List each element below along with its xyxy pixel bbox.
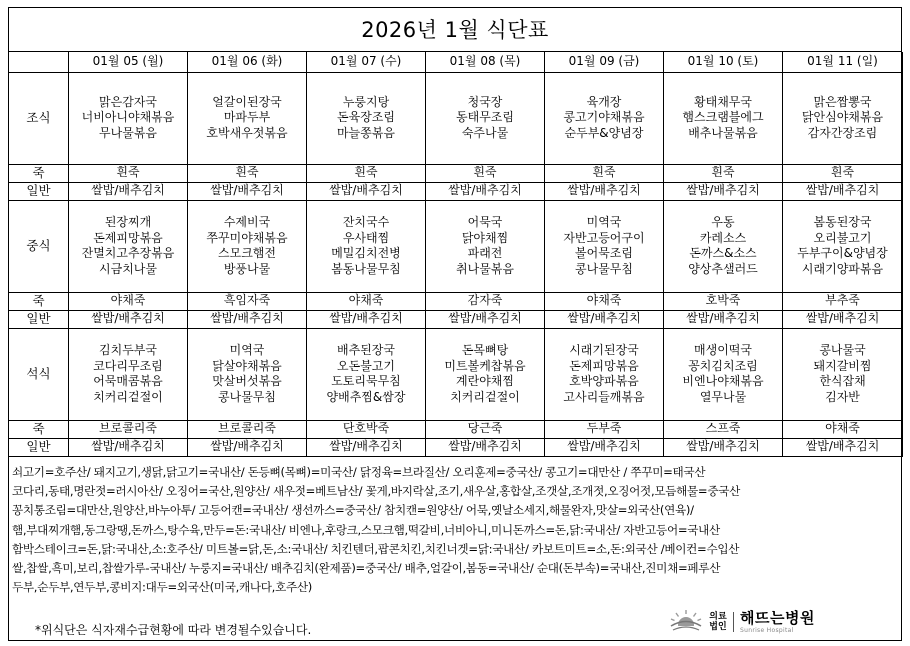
menu-item: 양배추찜&쌈장 [326, 389, 406, 404]
menu-cell [188, 438, 307, 456]
menu-item: 봄동된장국 [813, 215, 872, 229]
menu-cell [664, 182, 783, 200]
menu-item: 호박새우젓볶음 [206, 125, 288, 140]
menu-item: 쌀밥/배추김치 [567, 183, 641, 198]
meal-label: 석식 [9, 328, 69, 420]
menu-item: 쌀밥/배추김치 [805, 183, 880, 198]
menu-item: 닭안심야채볶음 [801, 110, 884, 125]
menu-cell [426, 182, 545, 200]
menu-item: 쌀밥/배추김치 [210, 183, 284, 198]
menu-item: 햄스크램블에그 [682, 110, 764, 125]
menu-item: 호박양파볶음 [569, 374, 639, 388]
date-header: 01월 07 (수) [307, 52, 426, 72]
menu-item: 돈육장조림 [337, 110, 395, 125]
menu-cell [307, 420, 426, 438]
menu-item: 코다리무조림 [93, 358, 163, 373]
menu-item: 숙주나물 [461, 125, 509, 140]
menu-item: 시래기양파볶음 [801, 261, 884, 276]
menu-cell [307, 310, 426, 328]
menu-item: 돈제피망볶음 [93, 230, 163, 245]
menu-item: 쌀밥/배추김치 [448, 311, 522, 326]
sunrise-logo-icon [669, 609, 703, 635]
menu-cell [545, 182, 664, 200]
menu-item: 치커리겉절이 [93, 389, 163, 404]
menu-item: 쌀밥/배추김치 [567, 311, 641, 326]
menu-item: 비엔나야채볶음 [682, 374, 764, 388]
date-header: 01월 09 (금) [545, 52, 664, 72]
hospital-name: 해뜨는병원 [740, 608, 815, 627]
meal-label: 조식 [9, 72, 69, 164]
menu-item: 청국장 [467, 94, 503, 109]
menu-item: 쌀밥/배추김치 [448, 183, 522, 198]
menu-item: 맑은감자국 [99, 94, 157, 109]
menu-item: 단호박죽 [342, 421, 390, 436]
menu-item: 시래기된장국 [569, 343, 639, 357]
menu-cell [545, 420, 664, 438]
menu-item: 콩고기야채볶음 [563, 110, 645, 125]
menu-cell [545, 438, 664, 456]
menu-cell [188, 310, 307, 328]
menu-item: 부추죽 [825, 293, 860, 308]
menu-item: 쌀밥/배추김치 [329, 183, 403, 198]
menu-item: 미트볼케찹볶음 [444, 358, 526, 373]
menu-item: 어묵국 [467, 215, 503, 229]
menu-item: 쌀밥/배추김치 [448, 439, 522, 454]
menu-item: 메밀김치전병 [331, 246, 401, 260]
meal-label: 일반 [9, 438, 69, 456]
menu-item: 콩나물무침 [218, 389, 276, 404]
menu-item: 콩나물무침 [575, 261, 633, 276]
meal-row [9, 72, 903, 164]
menu-cell [426, 420, 545, 438]
menu-cell [307, 182, 426, 200]
menu-item: 잔치국수 [342, 215, 390, 229]
side-row [9, 164, 903, 182]
menu-cell [69, 310, 188, 328]
menu-item: 카레소스 [699, 230, 747, 245]
menu-cell [69, 164, 188, 182]
date-header: 01월 11 (일) [783, 52, 903, 72]
hospital-logo [669, 607, 894, 637]
menu-item: 돈목뼈탕 [461, 343, 509, 357]
side-row [9, 292, 903, 310]
menu-cell [426, 292, 545, 310]
menu-item: 야채죽 [110, 293, 146, 308]
menu-item: 너비아니야채볶음 [81, 110, 175, 125]
menu-item: 두부죽 [586, 421, 622, 436]
meal-label: 죽 [9, 420, 69, 438]
menu-cell [69, 328, 188, 420]
menu-item: 야채죽 [348, 293, 384, 308]
menu-item: 쌀밥/배추김치 [686, 183, 760, 198]
menu-item: 콩나물국 [819, 343, 866, 357]
side-row [9, 182, 903, 200]
menu-item: 쌀밥/배추김치 [329, 439, 403, 454]
meal-label: 일반 [9, 182, 69, 200]
menu-item: 파래전 [467, 246, 503, 260]
menu-cell [545, 164, 664, 182]
menu-item: 봄동나물무침 [331, 261, 401, 276]
date-header-row [9, 52, 903, 72]
menu-item: 흰죽 [235, 165, 259, 180]
date-header: 01월 06 (화) [188, 52, 307, 72]
menu-cell [545, 292, 664, 310]
date-header: 01월 05 (월) [69, 52, 188, 72]
menu-cell [307, 164, 426, 182]
origin-line: 햄,부대찌개햄,동그랑땡,돈까스,탕수육,만두=돈:국내산/ 비엔나,후랑크,스모크햄,떡갈비,너비아니,미니돈까스=돈,닭:국내산/ 자반고등어=국내산 [12, 522, 720, 537]
menu-item: 고사리들깨볶음 [563, 389, 645, 404]
menu-cell [783, 292, 903, 310]
menu-cell [783, 200, 903, 292]
menu-item: 잔멸치고추장볶음 [81, 246, 175, 260]
menu-item: 황태채무국 [694, 94, 752, 109]
menu-item: 동태무조림 [456, 110, 514, 125]
menu-cell [783, 182, 903, 200]
menu-item: 방풍나물 [223, 261, 271, 276]
menu-item: 쌀밥/배추김치 [210, 439, 284, 454]
menu-item: 감자간장조림 [807, 125, 878, 140]
menu-cell [664, 328, 783, 420]
menu-item: 쌀밥/배추김치 [91, 439, 165, 454]
origin-line: 두부,순두부,연두부,콩비지:대두=외국산(미국,캐나다,호주산) [12, 580, 312, 595]
menu-item: 된장찌개 [104, 215, 152, 229]
menu-item: 미역국 [229, 343, 265, 357]
menu-cell [69, 200, 188, 292]
menu-cell [783, 72, 903, 164]
menu-cell [426, 200, 545, 292]
menu-cell [188, 328, 307, 420]
menu-cell [426, 72, 545, 164]
menu-cell [188, 72, 307, 164]
menu-item: 쌀밥/배추김치 [805, 439, 880, 454]
logo-corp-label: 의료법인 [709, 612, 727, 632]
menu-item: 쌀밥/배추김치 [91, 183, 165, 198]
meal-label: 중식 [9, 200, 69, 292]
menu-item: 취나물볶음 [456, 261, 514, 276]
menu-cell [69, 182, 188, 200]
menu-item: 스프죽 [705, 421, 741, 436]
menu-cell [783, 438, 903, 456]
menu-cell [783, 310, 903, 328]
menu-cell [188, 292, 307, 310]
menu-item: 흰죽 [592, 165, 616, 180]
menu-item: 우사태찜 [342, 230, 390, 245]
hospital-name-en: Sunrise Hospital [740, 626, 794, 634]
menu-item: 두부구이&양념장 [797, 246, 888, 260]
menu-cell [188, 182, 307, 200]
menu-cell [664, 438, 783, 456]
menu-item: 맑은짬뽕국 [813, 94, 872, 109]
menu-cell [307, 438, 426, 456]
menu-cell [426, 438, 545, 456]
logo-divider [733, 612, 734, 632]
menu-item: 흰죽 [473, 165, 497, 180]
menu-item: 쌀밥/배추김치 [686, 439, 760, 454]
menu-cell [188, 164, 307, 182]
origin-line: 쌀,찹쌀,흑미,보리,찹쌀가루-국내산/ 누룽지=국내산/ 배추김치(완제품)=중국산/ 배추,얼갈이,봄동=국내산/ 순대(돈부속)=국내산,진미채=페루산 [12, 560, 721, 575]
menu-item: 순두부&양념장 [564, 125, 644, 140]
menu-item: 열무나물 [699, 389, 747, 404]
menu-item: 마파두부 [223, 110, 271, 125]
page-title: 2026년 1월 식단표 [9, 8, 901, 52]
menu-cell [545, 328, 664, 420]
menu-item: 계란야채찜 [456, 374, 514, 388]
menu-item: 치커리겉절이 [450, 389, 520, 404]
menu-cell [783, 420, 903, 438]
menu-cell [69, 72, 188, 164]
meal-row [9, 200, 903, 292]
menu-table [8, 52, 903, 457]
menu-item: 호박죽 [705, 293, 741, 308]
origin-line: 함박스테이크=돈,닭:국내산,소:호주산/ 미트볼=닭,돈,소:국내산/ 치킨텐더,팝콘치킨,치킨너겟=닭:국내산/ 카보트미트=소,돈:외국산 /베이컨=수입산 [12, 541, 740, 556]
menu-item: 쌀밥/배추김치 [210, 311, 284, 326]
menu-cell [664, 420, 783, 438]
menu-cell [426, 328, 545, 420]
meal-row [9, 328, 903, 420]
menu-item: 자반고등어구이 [563, 230, 645, 245]
menu-cell [664, 200, 783, 292]
menu-cell [188, 200, 307, 292]
menu-item: 무나물볶음 [99, 125, 157, 140]
menu-item: 우동 [711, 215, 735, 229]
menu-item: 쌀밥/배추김치 [805, 311, 880, 326]
menu-cell [545, 200, 664, 292]
menu-item: 스모크햄전 [218, 246, 276, 260]
menu-item: 시금치나물 [99, 261, 157, 276]
menu-cell [307, 72, 426, 164]
menu-item: 육개장 [586, 94, 622, 109]
menu-item: 김자반 [825, 389, 860, 404]
menu-item: 볼어묵조림 [575, 246, 633, 260]
menu-item: 오리불고기 [813, 230, 872, 245]
menu-item: 흰죽 [354, 165, 378, 180]
menu-item: 흑임자죽 [223, 293, 271, 308]
menu-sheet [8, 7, 902, 641]
side-row [9, 438, 903, 456]
menu-item: 배추나물볶음 [688, 125, 758, 140]
origin-line: 꽁치통조림=대만산,원양산,바누아투/ 고등어캔=국내산/ 생선까스=중국산/ 참치캔=원양산/ 어묵,옛날소세지,해물완자,맛살=외국산(연육)/ [12, 503, 694, 518]
menu-item: 한식잡채 [819, 374, 866, 388]
menu-item: 마늘쫑볶음 [337, 125, 395, 140]
meal-label: 죽 [9, 164, 69, 182]
change-notice: *위식단은 식자재수급현황에 따라 변경될수있습니다. [35, 623, 312, 637]
menu-item: 매생이떡국 [694, 343, 752, 357]
menu-item: 쌀밥/배추김치 [91, 311, 165, 326]
menu-item: 누룽지탕 [342, 94, 390, 109]
menu-cell [545, 310, 664, 328]
menu-item: 미역국 [586, 215, 622, 229]
menu-item: 야채죽 [825, 421, 860, 436]
menu-cell [69, 420, 188, 438]
menu-item: 배추된장국 [337, 343, 395, 357]
menu-item: 쌀밥/배추김치 [329, 311, 403, 326]
side-row [9, 420, 903, 438]
meal-label: 죽 [9, 292, 69, 310]
menu-cell [426, 164, 545, 182]
menu-cell [307, 328, 426, 420]
menu-item: 맛살버섯볶음 [212, 374, 282, 388]
logo-text [740, 610, 815, 635]
menu-cell [188, 420, 307, 438]
menu-item: 야채죽 [586, 293, 622, 308]
menu-item: 당근죽 [467, 421, 503, 436]
menu-item: 흰죽 [830, 165, 855, 180]
menu-cell [307, 292, 426, 310]
menu-item: 닭야채찜 [461, 230, 509, 245]
menu-item: 꽁치김치조림 [688, 358, 758, 373]
menu-item: 브로콜리죽 [218, 421, 276, 436]
origin-line: 쇠고기=호주산/ 돼지고기,생닭,닭고기=국내산/ 돈등뼈(목뼈)=미국산/ 닭정육=브라질산/ 오리훈제=중국산/ 콩고기=대만산 / 쭈꾸미=태국산 [12, 465, 706, 479]
date-header: 01월 08 (목) [426, 52, 545, 72]
menu-item: 어묵매콤볶음 [93, 374, 163, 388]
menu-cell [545, 72, 664, 164]
menu-cell [664, 164, 783, 182]
corner-cell [9, 52, 69, 72]
menu-item: 도토리묵무침 [331, 374, 401, 388]
menu-item: 흰죽 [116, 165, 140, 180]
menu-item: 김치두부국 [99, 343, 157, 357]
menu-cell [783, 328, 903, 420]
side-row [9, 310, 903, 328]
meal-label: 일반 [9, 310, 69, 328]
menu-item: 돈까스&소스 [689, 246, 757, 260]
origin-info [9, 463, 901, 597]
menu-item: 쭈꾸미야채볶음 [206, 230, 288, 245]
menu-cell [307, 200, 426, 292]
menu-cell [664, 72, 783, 164]
menu-item: 흰죽 [711, 165, 735, 180]
menu-cell [783, 164, 903, 182]
menu-item: 수제비국 [223, 215, 271, 229]
menu-item: 양상추샐러드 [688, 261, 758, 276]
menu-cell [426, 310, 545, 328]
menu-item: 닭살야채볶음 [212, 358, 282, 373]
menu-cell [69, 438, 188, 456]
menu-cell [664, 292, 783, 310]
menu-item: 돼지갈비찜 [813, 358, 872, 373]
menu-item: 얼갈이된장국 [212, 94, 282, 109]
menu-item: 쌀밥/배추김치 [686, 311, 760, 326]
menu-item: 감자죽 [467, 293, 503, 308]
date-header: 01월 10 (토) [664, 52, 783, 72]
menu-item: 쌀밥/배추김치 [567, 439, 641, 454]
menu-item: 돈제피망볶음 [569, 358, 639, 373]
menu-cell [664, 310, 783, 328]
menu-item: 브로콜리죽 [99, 421, 157, 436]
menu-cell [69, 292, 188, 310]
menu-item: 오돈불고기 [337, 358, 395, 373]
origin-line: 코다리,동태,명란젓=러시아산/ 오징어=국산,원양산/ 새우젓=베트남산/ 꽃게,바지락살,조기,새우살,홍합살,조갯살,조개젓,오징어젓,모듬해물=중국산 [12, 484, 741, 499]
